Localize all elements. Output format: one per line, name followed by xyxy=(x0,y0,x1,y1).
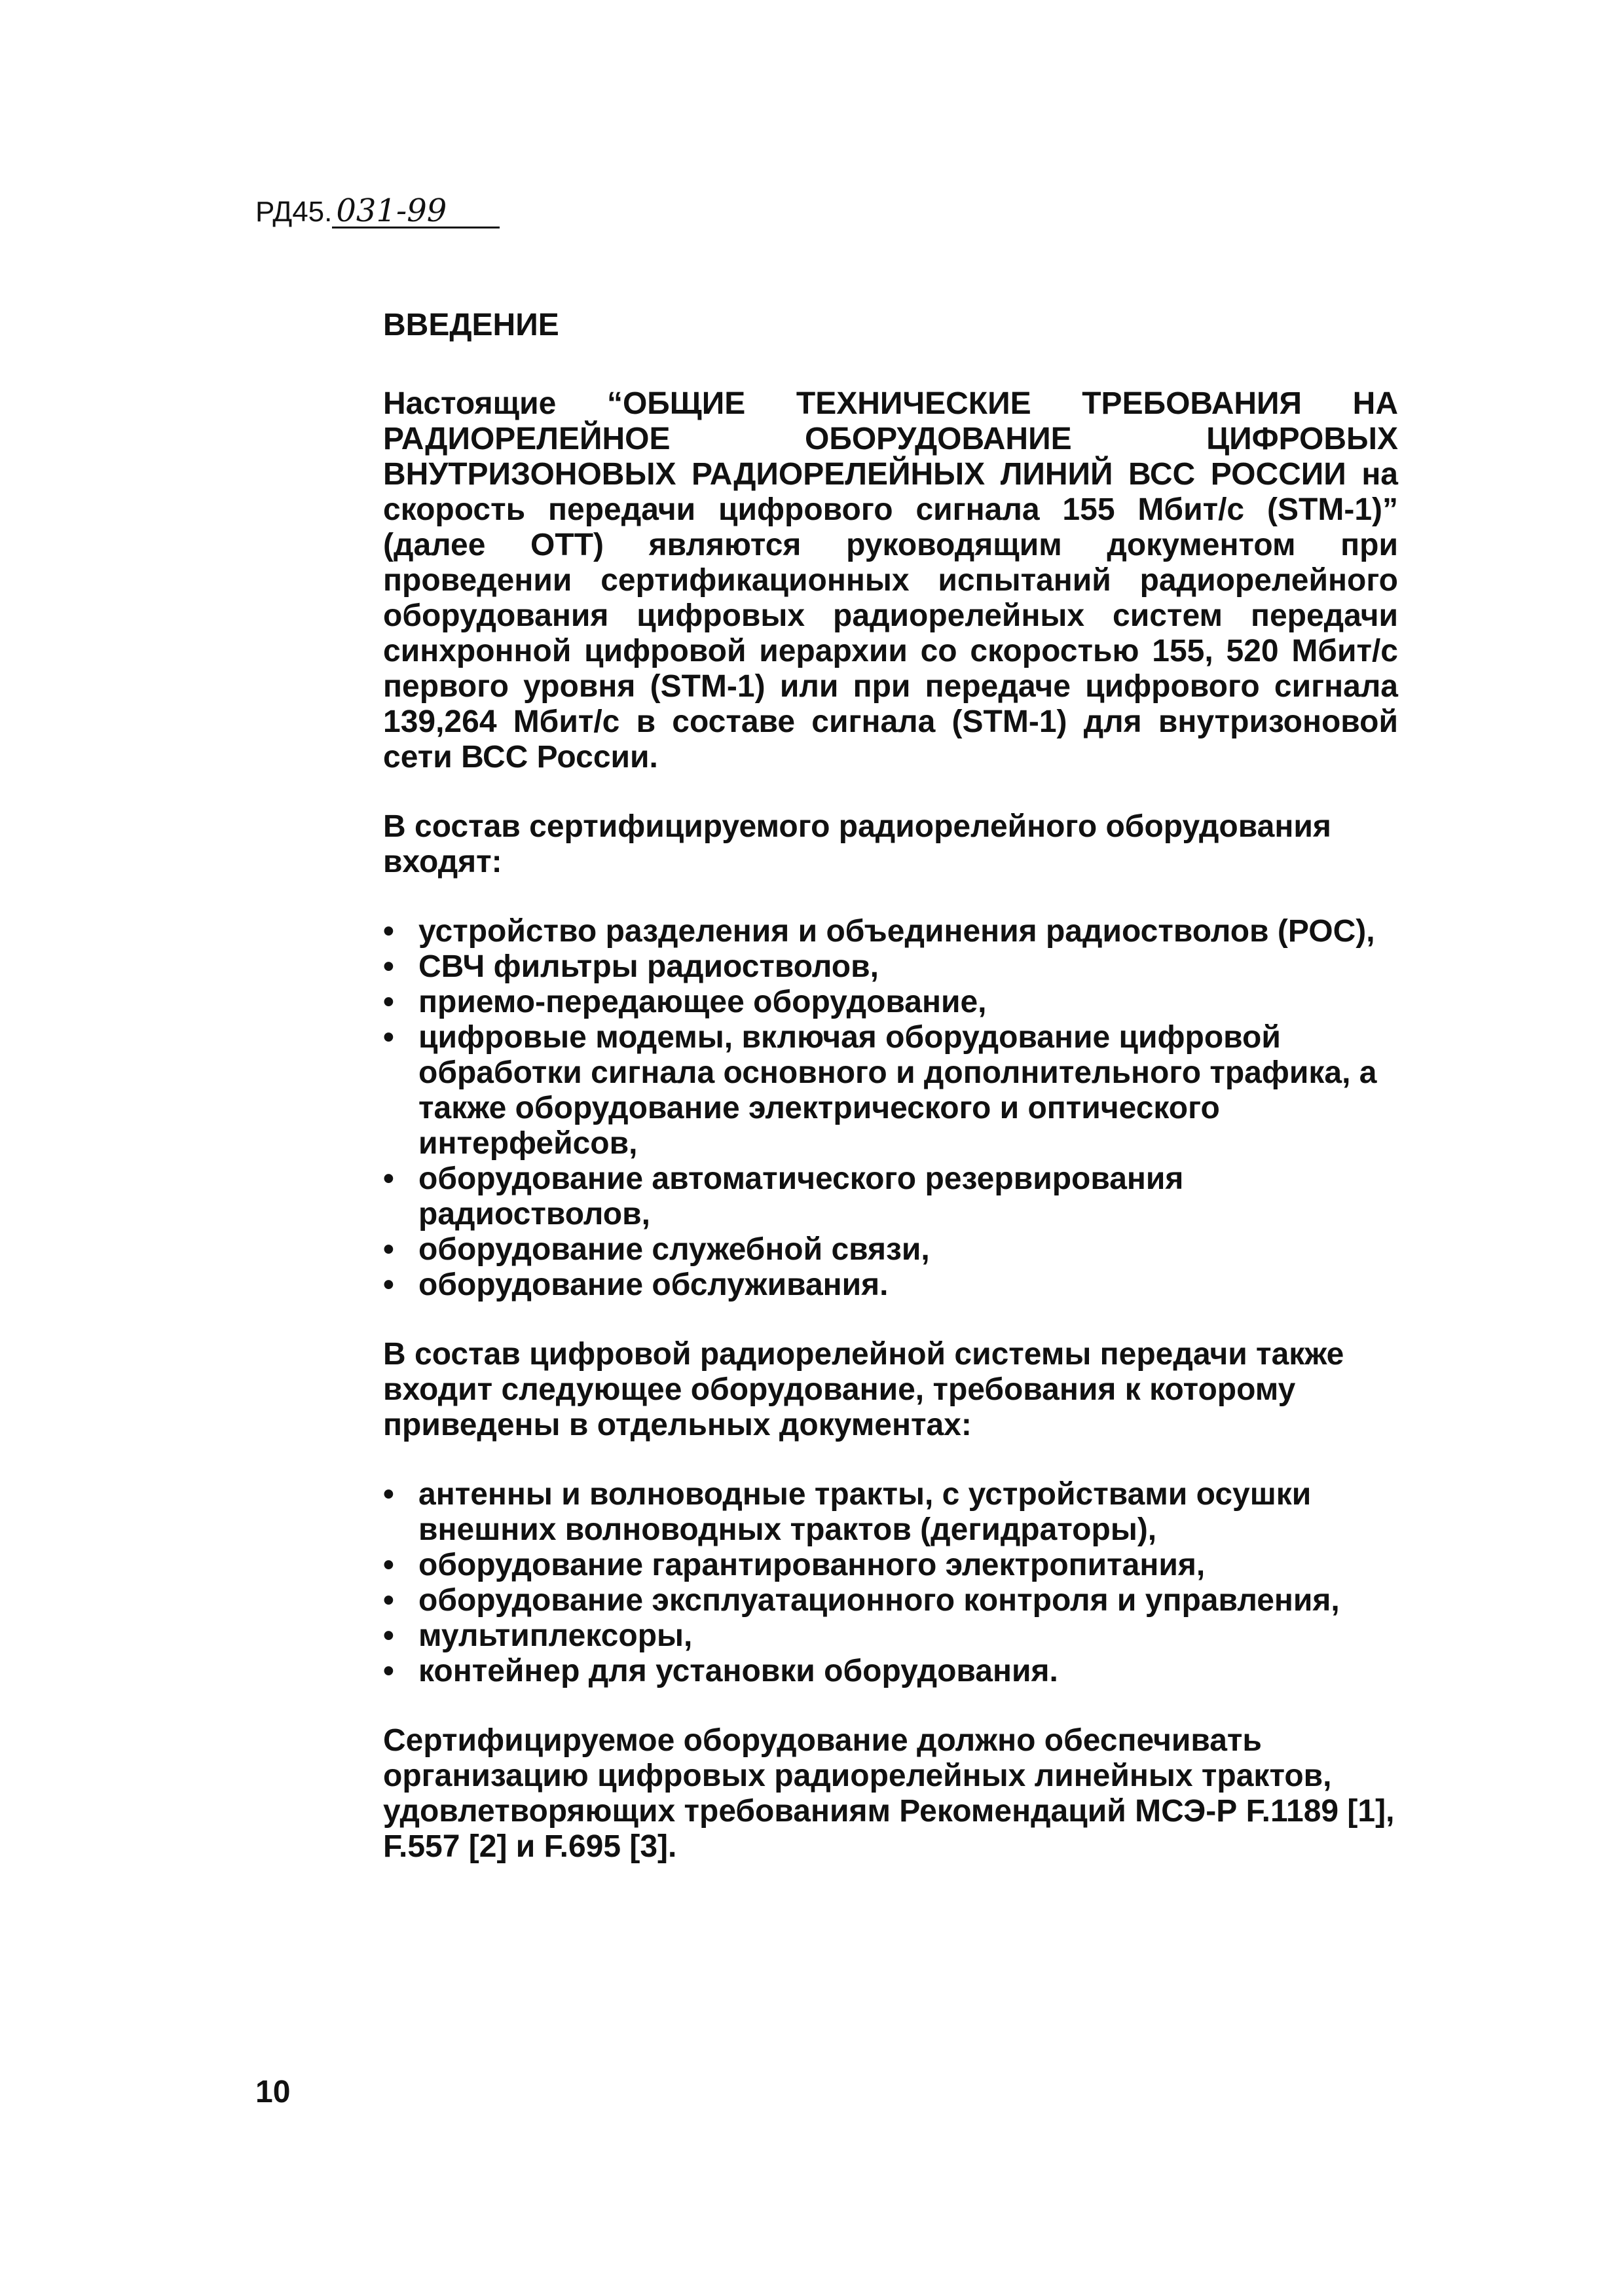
certified-equipment-list xyxy=(383,914,1398,1303)
bullet-icon: • xyxy=(383,1020,394,1055)
bullet-icon: • xyxy=(383,949,394,984)
section-title: ВВЕДЕНИЕ xyxy=(383,308,559,342)
page-number: 10 xyxy=(255,2075,291,2109)
bullet-icon: • xyxy=(383,1477,394,1512)
intro-paragraph: Настоящие “ОБЩИЕ ТЕХНИЧЕСКИЕ ТРЕБОВАНИЯ НА РАДИОРЕЛЕЙНОЕ ОБОРУДОВАНИЕ ЦИФРОВЫХ ВНУТРИЗОНОВЫХ РАДИОРЕЛЕЙНЫХ ЛИНИЙ ВСС РОССИИ на скорость передачи цифрового сигнала 155 Мбит/с (STM-1)” (далее ОТТ) являются руководящим документом при проведении сертификационных испытаний радиорелейного оборудования цифровых радиорелейных систем передачи синхронной цифровой иерархии со скоростью 155, 520 Мбит/с первого уровня (STM-1) или при передаче цифрового сигнала 139,264 Мбит/с в составе сигнала (STM-1) для внутризоновой сети ВСС России. xyxy=(383,386,1398,774)
bullet-icon: • xyxy=(383,1267,394,1302)
additional-equipment-list xyxy=(383,1477,1398,1689)
list-item: • приемо-передающее оборудование, xyxy=(383,985,987,1019)
bullet-icon: • xyxy=(383,1618,394,1653)
list-item: • СВЧ фильтры радиостволов, xyxy=(383,949,879,984)
document-body xyxy=(383,308,1398,1899)
bullet-icon: • xyxy=(383,1654,394,1688)
list-item: • оборудование гарантированного электропитания, xyxy=(383,1548,1206,1582)
list-item: • контейнер для установки оборудования. xyxy=(383,1654,1058,1688)
list-item: • оборудование служебной связи, xyxy=(383,1232,930,1267)
list-item: • мультиплексоры, xyxy=(383,1618,693,1653)
additional-equipment-intro: В состав цифровой радиорелейной системы передачи также входит следующее оборудование, требования к которому приведены в отдельных документах: xyxy=(383,1337,1344,1442)
list-item: • оборудование обслуживания. xyxy=(383,1267,889,1302)
bullet-icon: • xyxy=(383,914,394,949)
list-item: • оборудование эксплуатационного контроля и управления, xyxy=(383,1583,1340,1618)
list-item: • антенны и волноводные тракты, с устройствами осушки внешних волноводных трактов (дегидраторы), xyxy=(383,1477,1312,1547)
list-item: • цифровые модемы, включая оборудование цифровой обработки сигнала основного и дополнительного трафика, а также оборудование электрического и оптического интерфейсов, xyxy=(383,1020,1377,1161)
list-item: • устройство разделения и объединения радиостволов (РОС), xyxy=(383,914,1375,949)
list-item: • оборудование автоматического резервирования радиостволов, xyxy=(383,1161,1184,1231)
document-code-prefix: РД45. xyxy=(255,196,333,228)
bullet-icon: • xyxy=(383,1161,394,1196)
equipment-list-intro: В состав сертифицируемого радиорелейного оборудования входят: xyxy=(383,809,1331,879)
bullet-icon: • xyxy=(383,985,394,1019)
document-number-handwritten: 031-99 xyxy=(332,195,500,228)
closing-paragraph: Сертифицируемое оборудование должно обеспечивать организацию цифровых радиорелейных линейных трактов, удовлетворяющих требованиям Рекомендаций МСЭ-Р F.1189 [1], F.557 [2] и F.695 [3]. xyxy=(383,1723,1395,1864)
document-header xyxy=(255,192,500,229)
bullet-icon: • xyxy=(383,1232,394,1267)
bullet-icon: • xyxy=(383,1583,394,1618)
bullet-icon: • xyxy=(383,1548,394,1582)
